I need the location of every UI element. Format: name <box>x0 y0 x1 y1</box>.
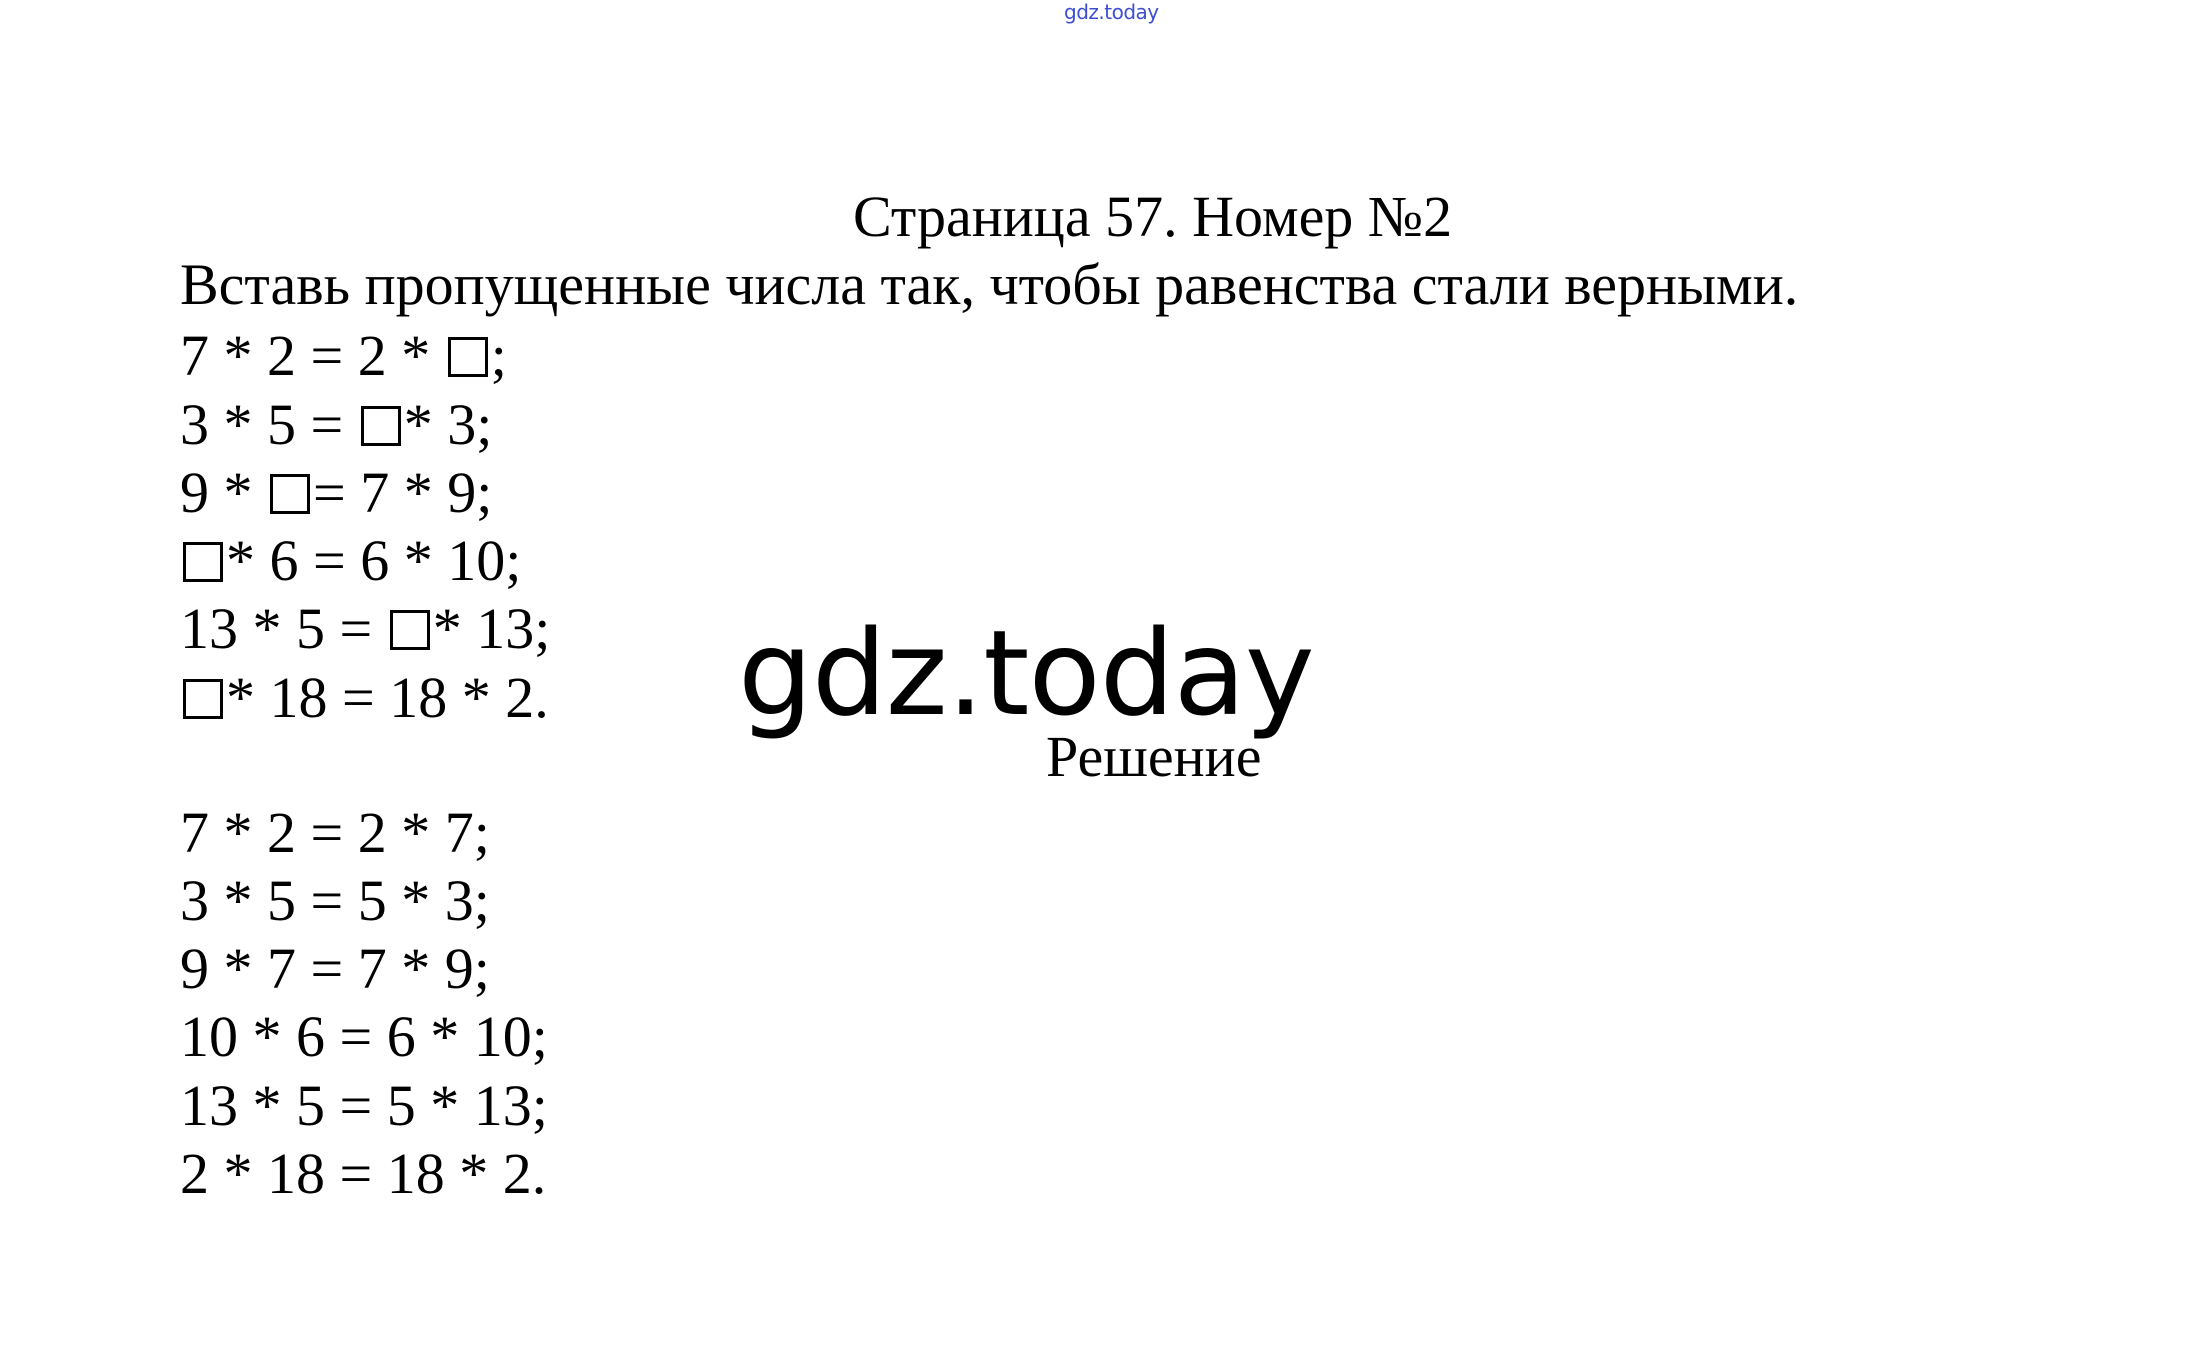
task-line-2 <box>180 392 493 457</box>
task-line-4-tail: * 6 = 6 * 10; <box>226 528 522 593</box>
task-line-6-tail: * 18 = 18 * 2. <box>226 665 549 730</box>
task-line-1-tail: ; <box>490 323 507 388</box>
task-line-4 <box>180 528 522 593</box>
task-line-2-text: 3 * 5 = <box>180 392 358 457</box>
task-line-2-tail: * 3; <box>403 392 493 457</box>
solution-line-6: 2 * 18 = 18 * 2. <box>180 1141 547 1206</box>
top-watermark: gdz.today <box>1064 0 1159 24</box>
solution-line-4: 10 * 6 = 6 * 10; <box>180 1004 548 1069</box>
blank-box <box>183 679 223 719</box>
blank-box <box>390 610 430 650</box>
task-line-3-tail: = 7 * 9; <box>313 460 493 525</box>
task-line-1-text: 7 * 2 = 2 * <box>180 323 445 388</box>
task-line-3-text: 9 * <box>180 460 267 525</box>
task-line-3 <box>180 460 493 525</box>
solution-line-5: 13 * 5 = 5 * 13; <box>180 1073 548 1138</box>
task-line-5-text: 13 * 5 = <box>180 596 387 661</box>
solution-line-1: 7 * 2 = 2 * 7; <box>180 800 490 865</box>
blank-box <box>361 406 401 446</box>
page-title: Страница 57. Номер №2 <box>853 184 1453 249</box>
blank-box <box>270 474 310 514</box>
task-line-1 <box>180 323 507 388</box>
solution-line-3: 9 * 7 = 7 * 9; <box>180 936 490 1001</box>
task-line-5-tail: * 13; <box>432 596 551 661</box>
task-instruction: Вставь пропущенные числа так, чтобы равенства стали верными. <box>180 252 1799 317</box>
task-line-6 <box>180 665 549 730</box>
blank-box <box>183 542 223 582</box>
solution-line-2: 3 * 5 = 5 * 3; <box>180 868 490 933</box>
blank-box <box>448 337 488 377</box>
solution-heading: Решение <box>1046 724 1262 789</box>
task-line-5 <box>180 596 551 661</box>
center-watermark: gdz.today <box>738 604 1314 742</box>
